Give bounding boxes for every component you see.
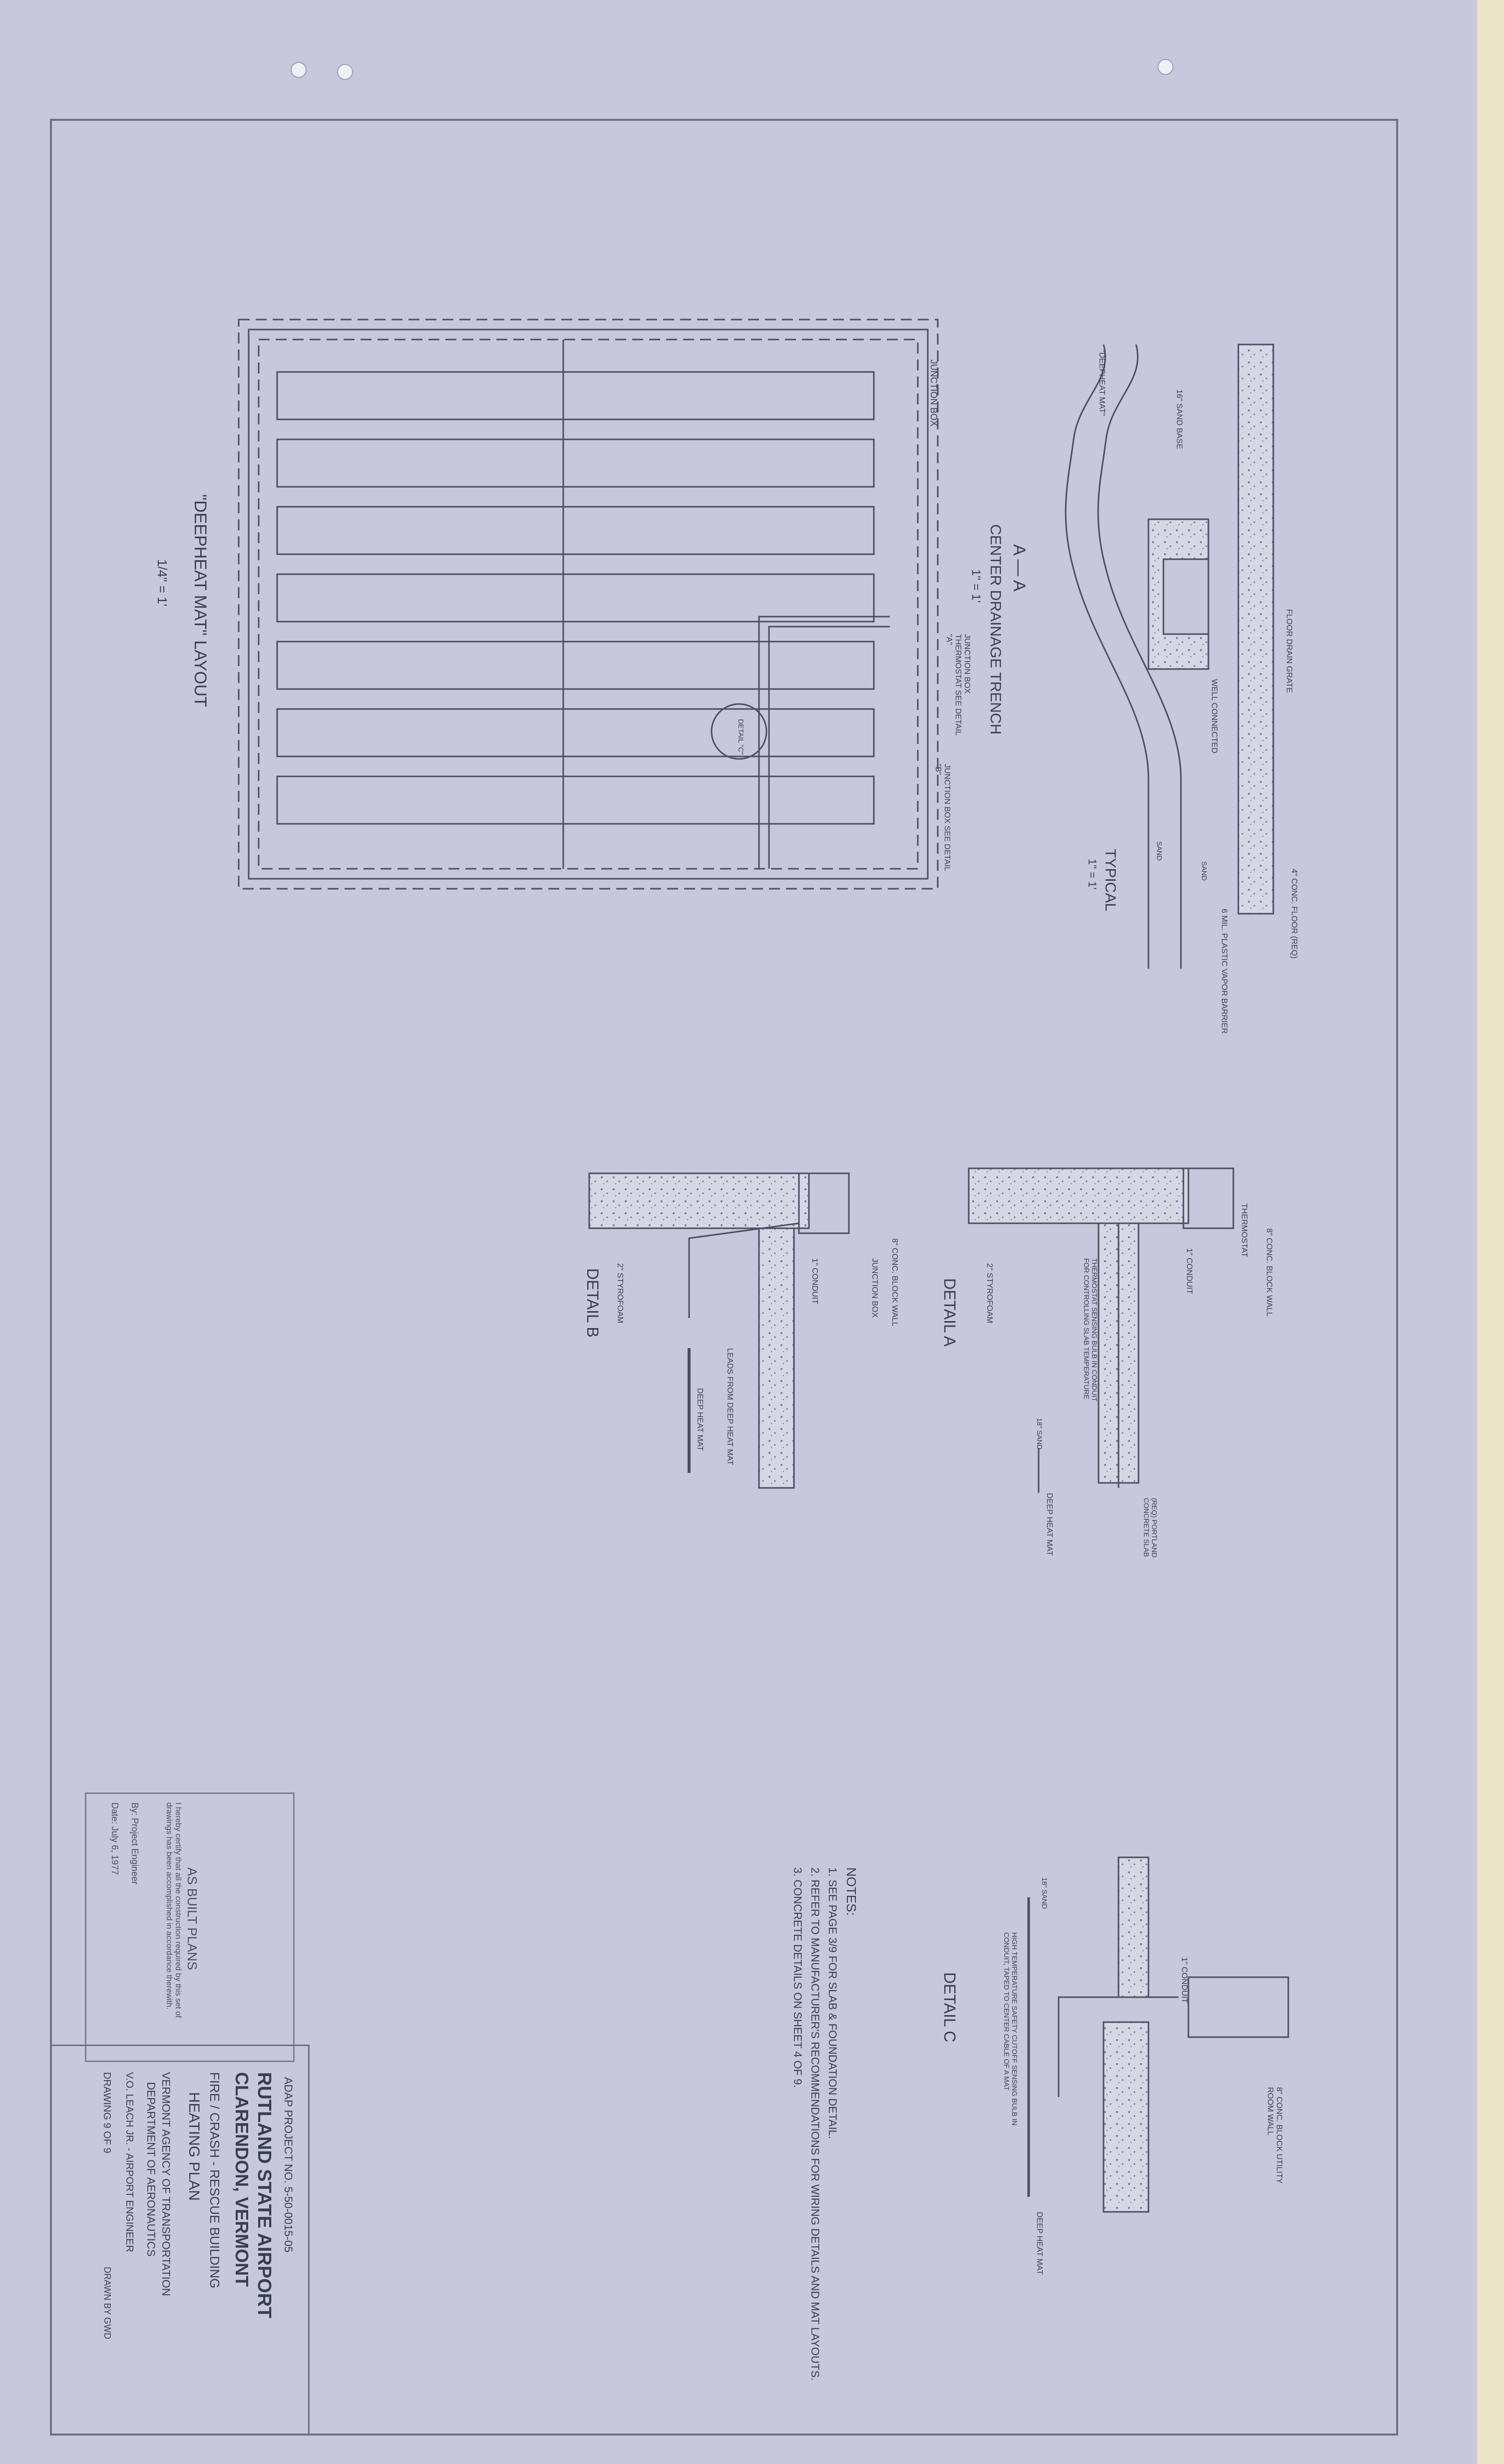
tb-sheet-title: HEATING PLAN: [186, 2092, 202, 2201]
detail-c-label-mat: DEEP HEAT MAT: [1035, 2212, 1044, 2275]
notes-heading: NOTES:: [844, 1867, 859, 1916]
mat-outer-dashed: [239, 320, 938, 889]
mat-layout-scale: 1/4" = 1': [155, 559, 170, 607]
detail-a-label-bulb: THERMOSTAT SENSING BULB IN CONDUIT FOR CONTROLLING SLAB TEMPERATURE: [1083, 1258, 1099, 1402]
stamp-certification: I hereby certify that all the construction required by this set of drawings has been accomplished in accordance therewith.: [165, 1802, 182, 2018]
heat-mat-strip: [277, 372, 874, 419]
tb-department: DEPARTMENT OF AERONAUTICS: [145, 2082, 157, 2257]
label-well-connected: WELL CONNECTED: [1210, 679, 1218, 753]
detail-a-label-styrofoam: 2" STYROFOAM: [985, 1263, 994, 1324]
label-sand-base: 16" SAND BASE: [1175, 389, 1183, 449]
heat-mat-strip: [277, 574, 874, 622]
detail-c-label-sand: 18" SAND: [1041, 1877, 1049, 1909]
heat-mat-strip: [277, 709, 874, 756]
detail-b-label-wall: 8" CONC. BLOCK WALL: [890, 1238, 899, 1327]
heat-mat-strip: [277, 776, 874, 824]
detail-a-label-mat: DEEP HEAT MAT: [1045, 1493, 1054, 1556]
detail-a-label-conduit: 1" CONDUIT: [1185, 1248, 1193, 1294]
label-deepheat-mat: "DEEPHEAT MAT": [1098, 350, 1106, 416]
trench-section-title: A — A: [1010, 544, 1029, 592]
heat-mat-strip: [277, 507, 874, 554]
stamp-title: AS BUILT PLANS: [185, 1867, 200, 1970]
label-junction-box-thermostat: JUNCTION BOX THERMOSTAT SEE DETAIL "A": [945, 634, 971, 735]
detail-c-title: DETAIL C: [941, 1972, 959, 2043]
tb-location: CLARENDON, VERMONT: [232, 2072, 252, 2287]
stamp-date: Date: July 6, 1977: [110, 1802, 120, 1875]
detail-a-label-wall: 8" CONC. BLOCK WALL: [1265, 1228, 1273, 1317]
trench-scale: 1" = 1': [969, 569, 983, 603]
detail-b-title: DETAIL B: [584, 1268, 602, 1338]
tb-engineer: V.O. LEACH JR. - AIRPORT ENGINEER: [124, 2072, 135, 2252]
detail-a-label-thermostat: THERMOSTAT: [1240, 1203, 1248, 1257]
tb-project: ADAP PROJECT NO. 5-50-0015-05: [282, 2077, 295, 2253]
detail-b-label-mat: DEEP HEAT MAT: [696, 1388, 704, 1451]
detail-c-label-wall: 8" CONC. BLOCK UTILITY ROOM WALL: [1266, 2087, 1283, 2183]
label-floor-drain-grate: FLOOR DRAIN GRATE: [1285, 609, 1293, 693]
trench-subtitle: CENTER DRAINAGE TRENCH: [987, 524, 1004, 735]
label-conc-floor: 4" CONC. FLOOR (REQ): [1290, 869, 1298, 959]
mat-layout-title: "DEEPHEAT MAT" LAYOUT: [191, 494, 210, 707]
typical-scale: 1" = 1': [1086, 859, 1099, 890]
detail-a-title: DETAIL A: [941, 1278, 959, 1347]
label-detail-c-callout: DETAIL "C": [737, 719, 745, 755]
detail-b-label-junction: JUNCTION BOX: [870, 1258, 879, 1318]
tb-agency: VERMONT AGENCY OF TRANSPORTATION: [160, 2072, 172, 2296]
label-vapor-barrier: 6 MIL. PLASTIC VAPOR BARRIER: [1220, 909, 1228, 1034]
tb-drawing-number: DRAWING 9 OF 9: [101, 2072, 112, 2153]
detail-c-label-conduit: 1" CONDUIT: [1180, 1957, 1188, 2003]
note-1: 1. SEE PAGE 3/9 FOR SLAB & FOUNDATION DETAIL.: [826, 1867, 839, 2139]
tb-building: FIRE / CRASH - RESCUE BUILDING: [207, 2072, 222, 2289]
label-sand-b: SAND: [1200, 861, 1208, 881]
typical-title: TYPICAL: [1102, 849, 1119, 912]
note-2: 2. REFER TO MANUFACTURER'S RECOMMENDATIONS FOR WIRING DETAILS AND MAT LAYOUTS.: [809, 1867, 821, 2381]
detail-b-label-styrofoam: 2" STYROFOAM: [616, 1263, 624, 1324]
stamp-by: By: Project Engineer: [130, 1802, 140, 1885]
label-junction-box-b: JUNCTION BOX SEE DETAIL "B": [934, 764, 951, 871]
label-sand-a: SAND: [1155, 841, 1163, 861]
detail-b-label-conduit: 1" CONDUIT: [810, 1258, 819, 1304]
detail-a-label-slab: (REQ) PORTLAND CONCRETE SLAB: [1142, 1498, 1158, 1558]
heat-mat-strip: [277, 439, 874, 487]
detail-c-label-cutoff: HIGH TEMPERATURE SAFETY CUTOFF SENSING BULB IN CONDUIT, TAPED TO CENTER CABLE OF A MAT: [1003, 1932, 1019, 2126]
detail-a-label-sand: 18" SAND: [1036, 1418, 1044, 1450]
detail-b-label-leads: LEADS FROM DEEP HEAT MAT: [726, 1348, 734, 1465]
note-3: 3. CONCRETE DETAILS ON SHEET 4 OF 9.: [791, 1867, 804, 2088]
tb-drawn-by: DRAWN BY GWD: [102, 2267, 112, 2340]
heat-mat-strip: [277, 642, 874, 689]
label-junction-box: JUNCTION BOX: [929, 359, 939, 427]
tb-airport: RUTLAND STATE AIRPORT: [254, 2072, 275, 2319]
